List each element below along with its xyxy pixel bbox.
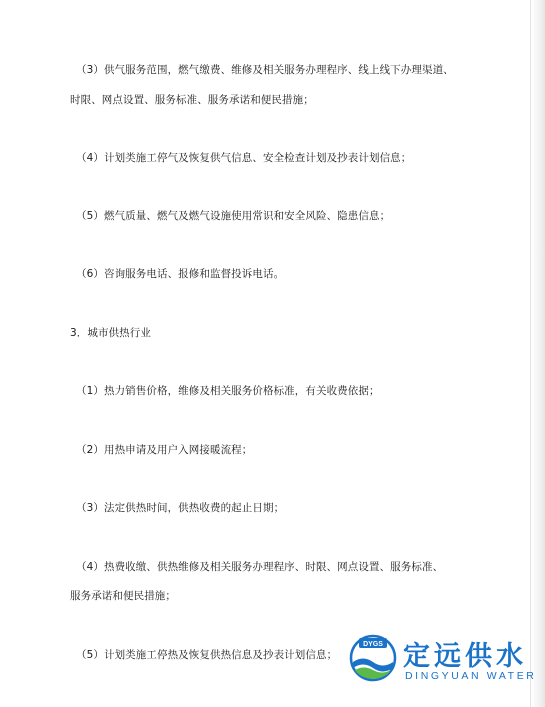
logo-name-english: DINGYUAN WATER xyxy=(405,670,537,682)
paragraph-heat-fee-service-line1: （4）热费收缴、供热维修及相关服务办理程序、时限、网点设置、服务标准、 xyxy=(76,561,444,573)
paragraph-heat-period: （3）法定供热时间，供热收费的起止日期； xyxy=(76,502,285,514)
paragraph-gas-quality-safety: （5）燃气质量、燃气及燃气设施使用常识和安全风险、隐患信息； xyxy=(76,210,391,222)
watermark-logo xyxy=(348,632,537,688)
paragraph-gas-contact-phones: （6）咨询服务电话、报修和监督投诉电话。 xyxy=(76,268,285,280)
page-edge-shadow xyxy=(530,0,545,707)
logo-name-chinese: 定远供水 xyxy=(403,641,527,672)
paragraph-heat-pricing: （1）热力销售价格，维修及相关服务价格标准，有关收费依据； xyxy=(76,385,380,397)
logo-mark-text: DYGS xyxy=(363,641,383,648)
paragraph-heat-application: （2）用热申请及用户入网接暖流程； xyxy=(76,444,253,456)
paragraph-heat-outage-info: （5）计划类施工停热及恢复供热信息及抄表计划信息； xyxy=(76,649,338,661)
water-drop-logo-icon xyxy=(348,632,398,682)
paragraph-gas-service-scope-line1: （3）供气服务范围，燃气缴费、维修及相关服务办理程序、线上线下办理渠道、 xyxy=(76,64,454,76)
paragraph-gas-outage-info: （4）计划类施工停气及恢复供气信息、安全检查计划及抄表计划信息； xyxy=(76,152,412,164)
paragraph-gas-service-scope-line2: 时限、网点设置、服务标准、服务承诺和便民措施； xyxy=(70,94,314,106)
section-heading-heating: 3．城市供热行业 xyxy=(70,327,151,339)
paragraph-heat-fee-service-line2: 服务承诺和便民措施； xyxy=(70,590,176,602)
